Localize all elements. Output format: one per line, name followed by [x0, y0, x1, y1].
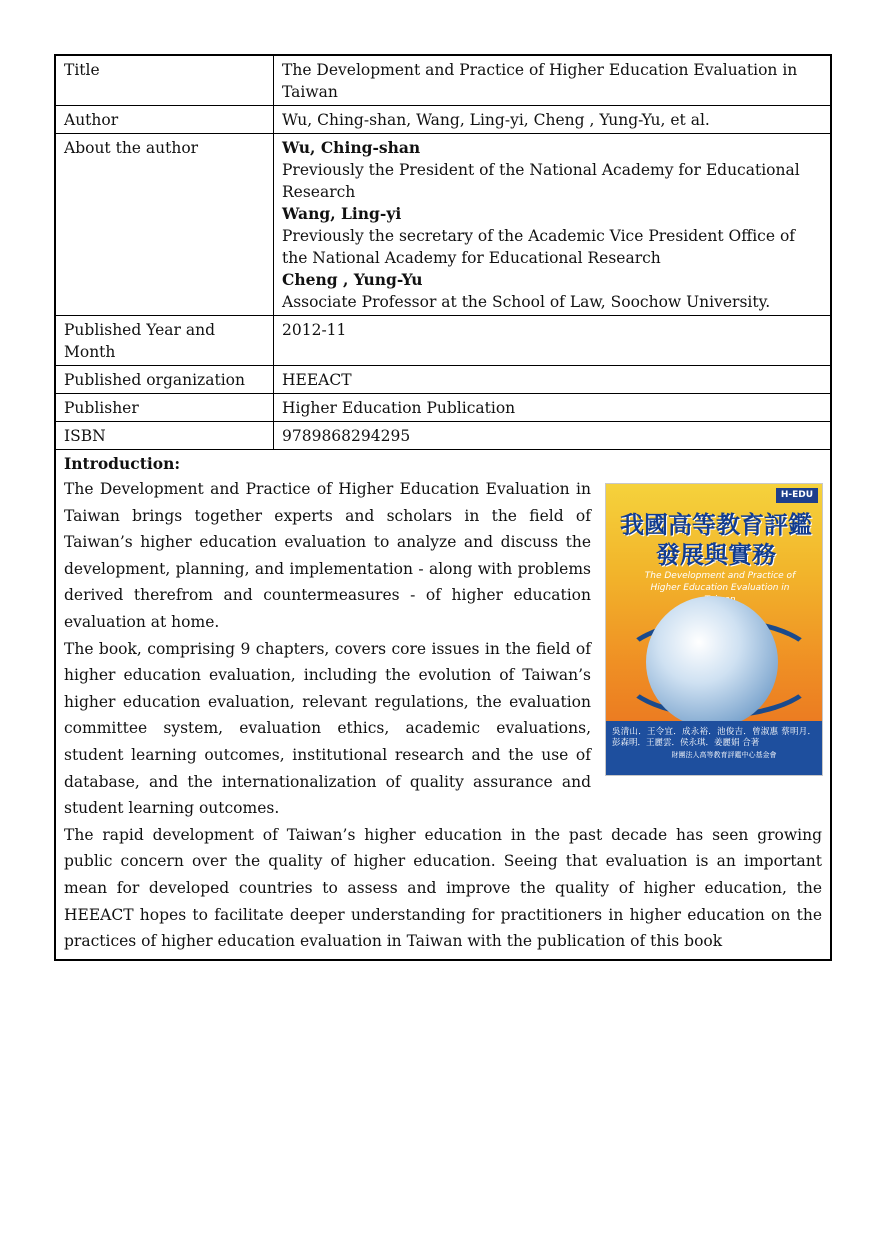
title-label: Title [56, 56, 274, 106]
isbn-label: ISBN [56, 422, 274, 450]
table-row [56, 134, 830, 316]
cover-title-en: The Development and Practice of Higher Education Evaluation in [644, 571, 796, 593]
table-row [56, 106, 830, 134]
author-name: Cheng , Yung-Yu [282, 270, 423, 289]
introduction-section [56, 450, 830, 959]
cover-title-zh: 我國高等教育評鑑發展與實務 [620, 511, 812, 569]
author-bio: Previously the secretary of the Academic Vice President Office of the National Academy for Educational Research [282, 227, 796, 267]
author-label: Author [56, 106, 274, 134]
table-row [56, 56, 830, 106]
org-value: HEEACT [274, 366, 831, 394]
intro-paragraph: The rapid development of Taiwan’s higher education in the past decade has seen growing public concern over the quality of higher education. Seeing that evaluation is an important mean for developed countries to assess and improve the quality of higher education, the HEEACT hopes to facilitate deeper understanding for practitioners in higher education on the practices of higher education evaluation in Taiwan with the publication of this book [64, 825, 822, 951]
intro-paragraph: The Development and Practice of Higher Education Evaluation in Taiwan brings together experts and scholars in the field of Taiwan’s higher education evaluation to analyze and discuss the development, planning, and implementation - along with problems derived therefrom and countermeasures - of higher education evaluation at home. [64, 480, 591, 631]
author-name: Wu, Ching-shan [282, 138, 421, 157]
cover-authors: 吳清山．王令宜．成永裕．池俊吉．曾淑惠 蔡明月．彭森明．王麗雲．侯永琪．姜麗娟 合著 [612, 727, 816, 748]
about-label: About the author [56, 134, 274, 316]
publisher-value: Higher Education Publication [274, 394, 831, 422]
org-label: Published organization [56, 366, 274, 394]
table-row [56, 316, 830, 366]
author-value: Wu, Ching-shan, Wang, Ling-yi, Cheng , Yung-Yu, et al. [274, 106, 831, 134]
globe-graphic [646, 596, 778, 728]
year-value: 2012-11 [274, 316, 831, 366]
document-sheet [54, 54, 832, 961]
intro-paragraph: The book, comprising 9 chapters, covers core issues in the field of higher education evaluation, including the evolution of Taiwan’s higher education evaluation, relevant regulations, the evaluation committee system, evaluation ethics, academic evaluations, student learning outcomes, institutional research and the use of database, and the internationalization of quality assurance and student learning outcomes. [64, 639, 591, 818]
author-bio: Associate Professor at the School of Law, Soochow University. [282, 293, 771, 311]
table-row [56, 394, 830, 422]
book-info-table [56, 56, 830, 450]
table-row [56, 366, 830, 394]
about-value [274, 134, 831, 316]
book-cover-image [605, 483, 823, 776]
title-value: The Development and Practice of Higher Education Evaluation in Taiwan [274, 56, 831, 106]
cover-publisher: 財團法人高等教育評鑑中心基金會 [671, 751, 777, 760]
author-bio: Previously the President of the National Academy for Educational Research [282, 161, 800, 201]
isbn-value: 9789868294295 [274, 422, 831, 450]
author-name: Wang, Ling-yi [282, 204, 402, 223]
cover-badge: H-EDU [776, 488, 818, 503]
publisher-label: Publisher [56, 394, 274, 422]
introduction-heading: Introduction: [64, 454, 181, 473]
table-row [56, 422, 830, 450]
year-label: Published Year and Month [56, 316, 274, 366]
